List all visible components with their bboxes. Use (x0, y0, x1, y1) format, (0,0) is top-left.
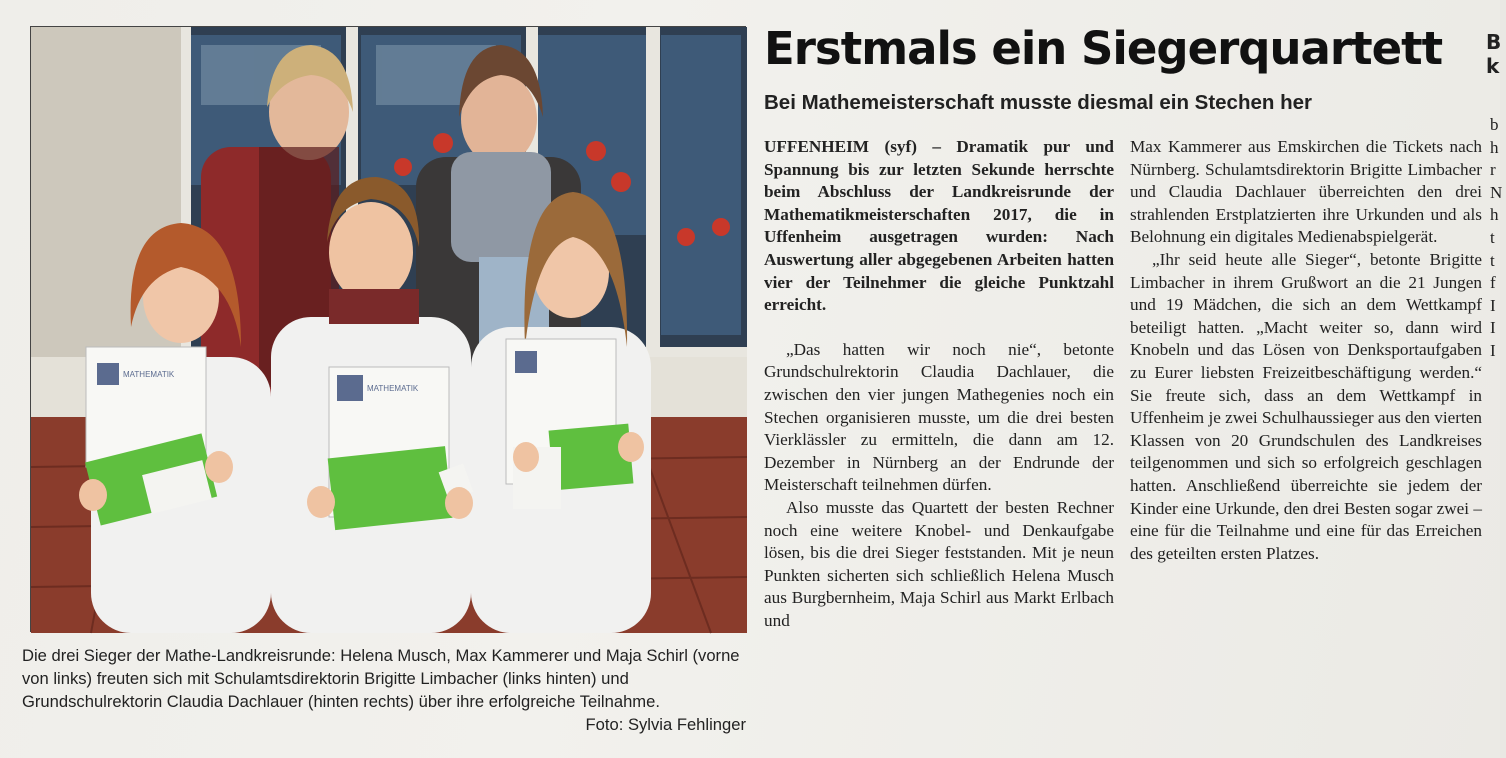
article-paragraph-1: „Das hatten wir noch nie“, betonte Grundschulrektorin Claudia Dachlauer, die zwischen den vier jungen Mathegenies noch ein Stechen organisieren musste, um die drei besten Vierklässler zu ermitteln, die dann am 12. Dezember in Nürnberg an der Endrunde der Meisterschaft teilnehmen dürfen. (764, 339, 1114, 495)
photo-illustration (31, 27, 747, 633)
article-column-2 (1130, 136, 1482, 565)
svg-text:MATHEMATIK: MATHEMATIK (367, 384, 419, 393)
caption-text: Die drei Sieger der Mathe-Landkreisrunde: Helena Musch, Max Kammerer und Maja Schirl (vorne von links) freuten sich mit Schulamtsdirektorin Brigitte Limbacher (links hinten) und Grundschulrektorin Claudia Dachlauer (hinten rechts) über ihre erfolgreiche Teilnahme. (22, 646, 740, 711)
photo-credit: Foto: Sylvia Fehlinger (585, 715, 746, 734)
article-headline: Erstmals ein Siegerquartett (764, 22, 1443, 75)
article-photo (30, 26, 746, 632)
adjacent-column-fragment: b h r N h t t f I I I (1490, 115, 1503, 360)
article-paragraph-2: Also musste das Quartett der besten Rechner noch eine weitere Knobel- und Denkaufgabe lösen, bis die drei Sieger feststanden. Mit je neun Punkten sicherten sich schließlich Helena Musch aus Burgbernheim, Maja Schirl aus Markt Erlbach und (764, 497, 1114, 630)
photo-caption (22, 644, 746, 736)
article-paragraph-2-continued: Max Kammerer aus Emskirchen die Tickets nach Nürnberg. Schulamtsdirektorin Brigitte Limbacher und Claudia Dachlauer überreichten den drei strahlenden Erstplatzierten ihre Urkunden und als Belohnung ein digitales Medienabspielgerät. (1130, 137, 1482, 247)
article-subheadline: Bei Mathemeisterschaft musste diesmal ein Stechen her (764, 91, 1313, 114)
adjacent-headline-fragment: B k (1486, 30, 1502, 78)
article-column-1 (764, 136, 1114, 632)
certificate-logo: MATHEMATIK (123, 370, 175, 379)
article-lead: UFFENHEIM (syf) – Dramatik pur und Spannung bis zur letzten Sekunde herrschte beim Abschluss der Landkreisrunde der Mathematikmeisterschaften 2017, die in Uffenheim ausgetragen wurden: Nach Auswertung aller abgegebenen Arbeiten hatten vier der Teilnehmer die gleiche Punktzahl erreicht. (764, 137, 1114, 315)
article-paragraph-3: „Ihr seid heute alle Sieger“, betonte Brigitte Limbacher in ihrem Grußwort an die 21 Jungen und 19 Mädchen, die sich an dem Wettkampf beteiligt hatten. „Macht weiter so, dann wird Knobeln und das Lösen von Denksportaufgaben zu Eurer liebsten Freizeitbeschäftigung werden.“ Sie freute sich, dass an dem Wettkampf in Uffenheim je zwei Schulhaussieger aus den vierten Klassen von 20 Grundschulen des Landkreises teilgenommen und sich so erfolgreich geschlagen hatten. Anschließend überreichte sie jedem der Kinder eine Urkunde, den drei Besten sogar zwei – eine für die Teilnahme und eine für das Erreichen des geteilten ersten Platzes. (1130, 249, 1482, 563)
